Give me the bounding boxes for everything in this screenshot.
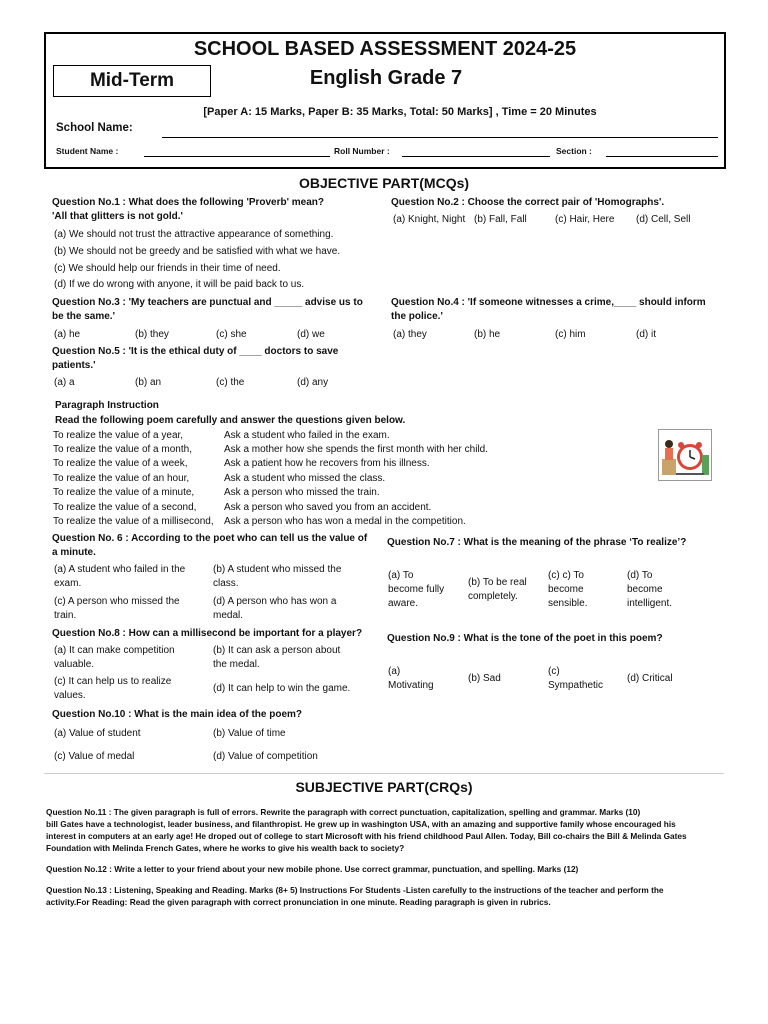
q4-option-b[interactable]: (b) he bbox=[474, 329, 501, 340]
paragraph-instruction: Read the following poem carefully and answer the questions given below. bbox=[55, 415, 406, 426]
marks-info: [Paper A: 15 Marks, Paper B: 35 Marks, Total: 50 Marks] , Time = 20 Minutes bbox=[203, 106, 597, 118]
q2-option-a[interactable]: (a) Knight, Night bbox=[393, 214, 466, 225]
q9-option-b[interactable]: (b) Sad bbox=[468, 673, 501, 684]
student-name-line[interactable] bbox=[144, 156, 330, 157]
q1-option-d[interactable]: (d) If we do wrong with anyone, it will be paid back to us. bbox=[54, 279, 305, 290]
q6-option-b-line1: (b) A student who missed the bbox=[213, 564, 342, 575]
roll-number-line[interactable] bbox=[402, 156, 550, 157]
question-6-line2: a minute. bbox=[52, 547, 96, 558]
school-name-line[interactable] bbox=[162, 137, 718, 138]
q4-option-c[interactable]: (c) him bbox=[555, 329, 586, 340]
school-name-label: School Name: bbox=[56, 122, 133, 134]
q6-option-b-line2: class. bbox=[213, 578, 239, 589]
question-9: Question No.9 : What is the tone of the poet in this poem? bbox=[387, 633, 663, 644]
q7-option-c[interactable] bbox=[548, 569, 587, 611]
q7-option-c-line3: sensible. bbox=[548, 598, 588, 609]
q2-option-b[interactable]: (b) Fall, Fall bbox=[474, 214, 527, 225]
question-8: Question No.8 : How can a millisecond be important for a player? bbox=[52, 628, 363, 639]
question-10: Question No.10 : What is the main idea of the poem? bbox=[52, 709, 303, 720]
q6-option-b[interactable] bbox=[213, 563, 341, 591]
q3-option-b[interactable]: (b) they bbox=[135, 329, 169, 340]
q6-option-d[interactable] bbox=[213, 595, 336, 623]
poem-line-right: Ask a student who missed the class. bbox=[224, 473, 386, 484]
q7-option-d-line2: become bbox=[627, 584, 663, 595]
q1-option-b[interactable]: (b) We should not be greedy and be satisfied with what we have. bbox=[54, 246, 341, 257]
question-7: Question No.7 : What is the meaning of the phrase ‘To realize’? bbox=[387, 537, 687, 548]
question-11-paragraph-line: bill Gates have a technologist, leader business, and filanthropist. He grew up in washington USA, with an amazing and supportive family whose encouraged his bbox=[46, 819, 676, 829]
question-2: Question No.2 : Choose the correct pair of 'Homographs'. bbox=[391, 197, 665, 208]
roll-number-label: Roll Number : bbox=[334, 146, 390, 156]
q6-option-a[interactable] bbox=[54, 563, 185, 591]
q1-option-c[interactable]: (c) We should help our friends in their time of need. bbox=[54, 263, 281, 274]
question-1-quote: 'All that glitters is not gold.' bbox=[52, 211, 183, 222]
q8-option-c-line1: (c) It can help us to realize bbox=[54, 676, 172, 687]
q7-option-b[interactable] bbox=[468, 576, 527, 604]
q4-option-a[interactable]: (a) they bbox=[393, 329, 427, 340]
question-12: Question No.12 : Write a letter to your friend about your new mobile phone. Use correct grammar, punctuation, and spelling. Marks (12) bbox=[46, 864, 579, 874]
q9-option-a-line2: Motivating bbox=[388, 680, 434, 691]
q2-option-d[interactable]: (d) Cell, Sell bbox=[636, 214, 691, 225]
poem-line-left: To realize the value of a minute, bbox=[53, 487, 195, 498]
q7-option-c-line2: become bbox=[548, 584, 584, 595]
q10-option-b[interactable]: (b) Value of time bbox=[213, 728, 286, 739]
q8-option-a[interactable] bbox=[54, 644, 175, 672]
q6-option-d-line1: (d) A person who has won a bbox=[213, 596, 337, 607]
q7-option-d-line3: intelligent. bbox=[627, 598, 673, 609]
q7-option-d[interactable] bbox=[627, 569, 672, 611]
section-label: Section : bbox=[556, 146, 592, 156]
q8-option-a-line1: (a) It can make competition bbox=[54, 645, 175, 656]
question-13-line2: activity.For Reading: Read the given paragraph with correct pronunciation in one minute. Reading paragraph is given in rubrics. bbox=[46, 897, 551, 907]
q5-option-a[interactable]: (a) a bbox=[54, 377, 75, 388]
q5-option-d[interactable]: (d) any bbox=[297, 377, 329, 388]
q3-option-d[interactable]: (d) we bbox=[297, 329, 325, 340]
question-11-paragraph-line: Foundation with Melinda French Gates, where he works to give his wealth back to society? bbox=[46, 843, 405, 853]
student-name-label: Student Name : bbox=[56, 146, 119, 156]
question-4: Question No.4 : 'If someone witnesses a crime,____ should inform bbox=[391, 297, 706, 308]
q4-option-d[interactable]: (d) it bbox=[636, 329, 656, 340]
q9-option-c-line1: (c) bbox=[548, 666, 560, 677]
question-4-line2: the police.' bbox=[391, 311, 443, 322]
q8-option-b[interactable] bbox=[213, 644, 340, 672]
header-box bbox=[44, 32, 726, 169]
q3-option-a[interactable]: (a) he bbox=[54, 329, 81, 340]
q9-option-d[interactable]: (d) Critical bbox=[627, 673, 673, 684]
q8-option-d[interactable]: (d) It can help to win the game. bbox=[213, 683, 351, 694]
q8-option-c-line2: values. bbox=[54, 690, 86, 701]
q10-option-c[interactable]: (c) Value of medal bbox=[54, 751, 135, 762]
q10-option-a[interactable]: (a) Value of student bbox=[54, 728, 141, 739]
q9-option-a-line1: (a) bbox=[388, 666, 401, 677]
q6-option-c-line1: (c) A person who missed the bbox=[54, 596, 180, 607]
q5-option-b[interactable]: (b) an bbox=[135, 377, 162, 388]
question-11-paragraph-line: interest in computers at an early age! He droped out of college to start Microsoft with his friend childhood Paul Allen. Today, Bill co-chairs the Bill & Melinda Gates bbox=[46, 831, 687, 841]
poem-line-left: To realize the value of a month, bbox=[53, 444, 192, 455]
question-5-line2: patients.' bbox=[52, 360, 96, 371]
q7-option-a[interactable] bbox=[388, 569, 444, 611]
student-clock-illustration-icon bbox=[658, 429, 712, 481]
objective-title: OBJECTIVE PART(MCQs) bbox=[298, 175, 470, 191]
poem-line-right: Ask a person who saved you from an accident. bbox=[224, 502, 432, 513]
q8-option-a-line2: valuable. bbox=[54, 659, 95, 670]
q6-option-d-line2: medal. bbox=[213, 610, 244, 621]
question-13: Question No.13 : Listening, Speaking and Reading. Marks (8+ 5) Instructions For Students -Listen carefully to the instructions of the teacher and perform the bbox=[46, 885, 664, 895]
q7-option-a-line2: become fully bbox=[388, 584, 445, 595]
poem-line-right: Ask a patient how he recovers from his illness. bbox=[224, 458, 430, 469]
poem-line-left: To realize the value of a year, bbox=[53, 430, 184, 441]
poem-line-right: Ask a student who failed in the exam. bbox=[224, 430, 390, 441]
poem-line-right: Ask a person who has won a medal in the competition. bbox=[224, 516, 466, 527]
poem-line-left: To realize the value of an hour, bbox=[53, 473, 190, 484]
question-11: Question No.11 : The given paragraph is full of errors. Rewrite the paragraph with correct punctuation, capitalization, spelling and grammar. Marks (10) bbox=[46, 807, 641, 817]
paragraph-heading: Paragraph Instruction bbox=[55, 400, 159, 411]
q6-option-a-line2: exam. bbox=[54, 578, 82, 589]
poem-line-left: To realize the value of a millisecond, bbox=[53, 516, 214, 527]
assessment-title: SCHOOL BASED ASSESSMENT 2024-25 bbox=[193, 38, 577, 60]
question-5: Question No.5 : 'It is the ethical duty of ____ doctors to save bbox=[52, 346, 339, 357]
q7-option-a-line1: (a) To bbox=[388, 570, 414, 581]
section-divider bbox=[44, 773, 724, 774]
q7-option-b-line1: (b) To be real bbox=[468, 577, 527, 588]
question-3: Question No.3 : 'My teachers are punctual and _____ advise us to bbox=[52, 297, 363, 308]
subject-title: English Grade 7 bbox=[309, 67, 463, 89]
q3-option-c[interactable]: (c) she bbox=[216, 329, 247, 340]
q9-option-c-line2: Sympathetic bbox=[548, 680, 604, 691]
q9-option-a[interactable] bbox=[388, 665, 434, 693]
poem-line-right: Ask a person who missed the train. bbox=[224, 487, 380, 498]
q6-option-c[interactable] bbox=[54, 595, 180, 623]
q1-option-a[interactable]: (a) We should not trust the attractive appearance of something. bbox=[54, 229, 334, 240]
q6-option-a-line1: (a) A student who failed in the bbox=[54, 564, 186, 575]
poem-line-right: Ask a mother how she spends the first month with her child. bbox=[224, 444, 489, 455]
poem-line-left: To realize the value of a week, bbox=[53, 458, 188, 469]
q7-option-b-line2: completely. bbox=[468, 591, 518, 602]
q5-option-c[interactable]: (c) the bbox=[216, 377, 245, 388]
q2-option-c[interactable]: (c) Hair, Here bbox=[555, 214, 615, 225]
q8-option-c[interactable] bbox=[54, 675, 171, 703]
q8-option-b-line2: the medal. bbox=[213, 659, 260, 670]
question-6: Question No. 6 : According to the poet who can tell us the value of bbox=[52, 533, 368, 544]
poem-line-left: To realize the value of a second, bbox=[53, 502, 197, 513]
q9-option-c[interactable] bbox=[548, 665, 603, 693]
section-line[interactable] bbox=[606, 156, 718, 157]
q7-option-c-line1: (c) c) To bbox=[548, 570, 584, 581]
term-label: Mid-Term bbox=[53, 65, 211, 97]
question-3-line2: be the same.' bbox=[52, 311, 115, 322]
q7-option-d-line1: (d) To bbox=[627, 570, 653, 581]
question-1: Question No.1 : What does the following 'Proverb' mean? bbox=[52, 197, 324, 208]
q8-option-b-line1: (b) It can ask a person about bbox=[213, 645, 341, 656]
q10-option-d[interactable]: (d) Value of competition bbox=[213, 751, 318, 762]
q7-option-a-line3: aware. bbox=[388, 598, 419, 609]
q6-option-c-line2: train. bbox=[54, 610, 77, 621]
subjective-title: SUBJECTIVE PART(CRQs) bbox=[295, 779, 473, 795]
